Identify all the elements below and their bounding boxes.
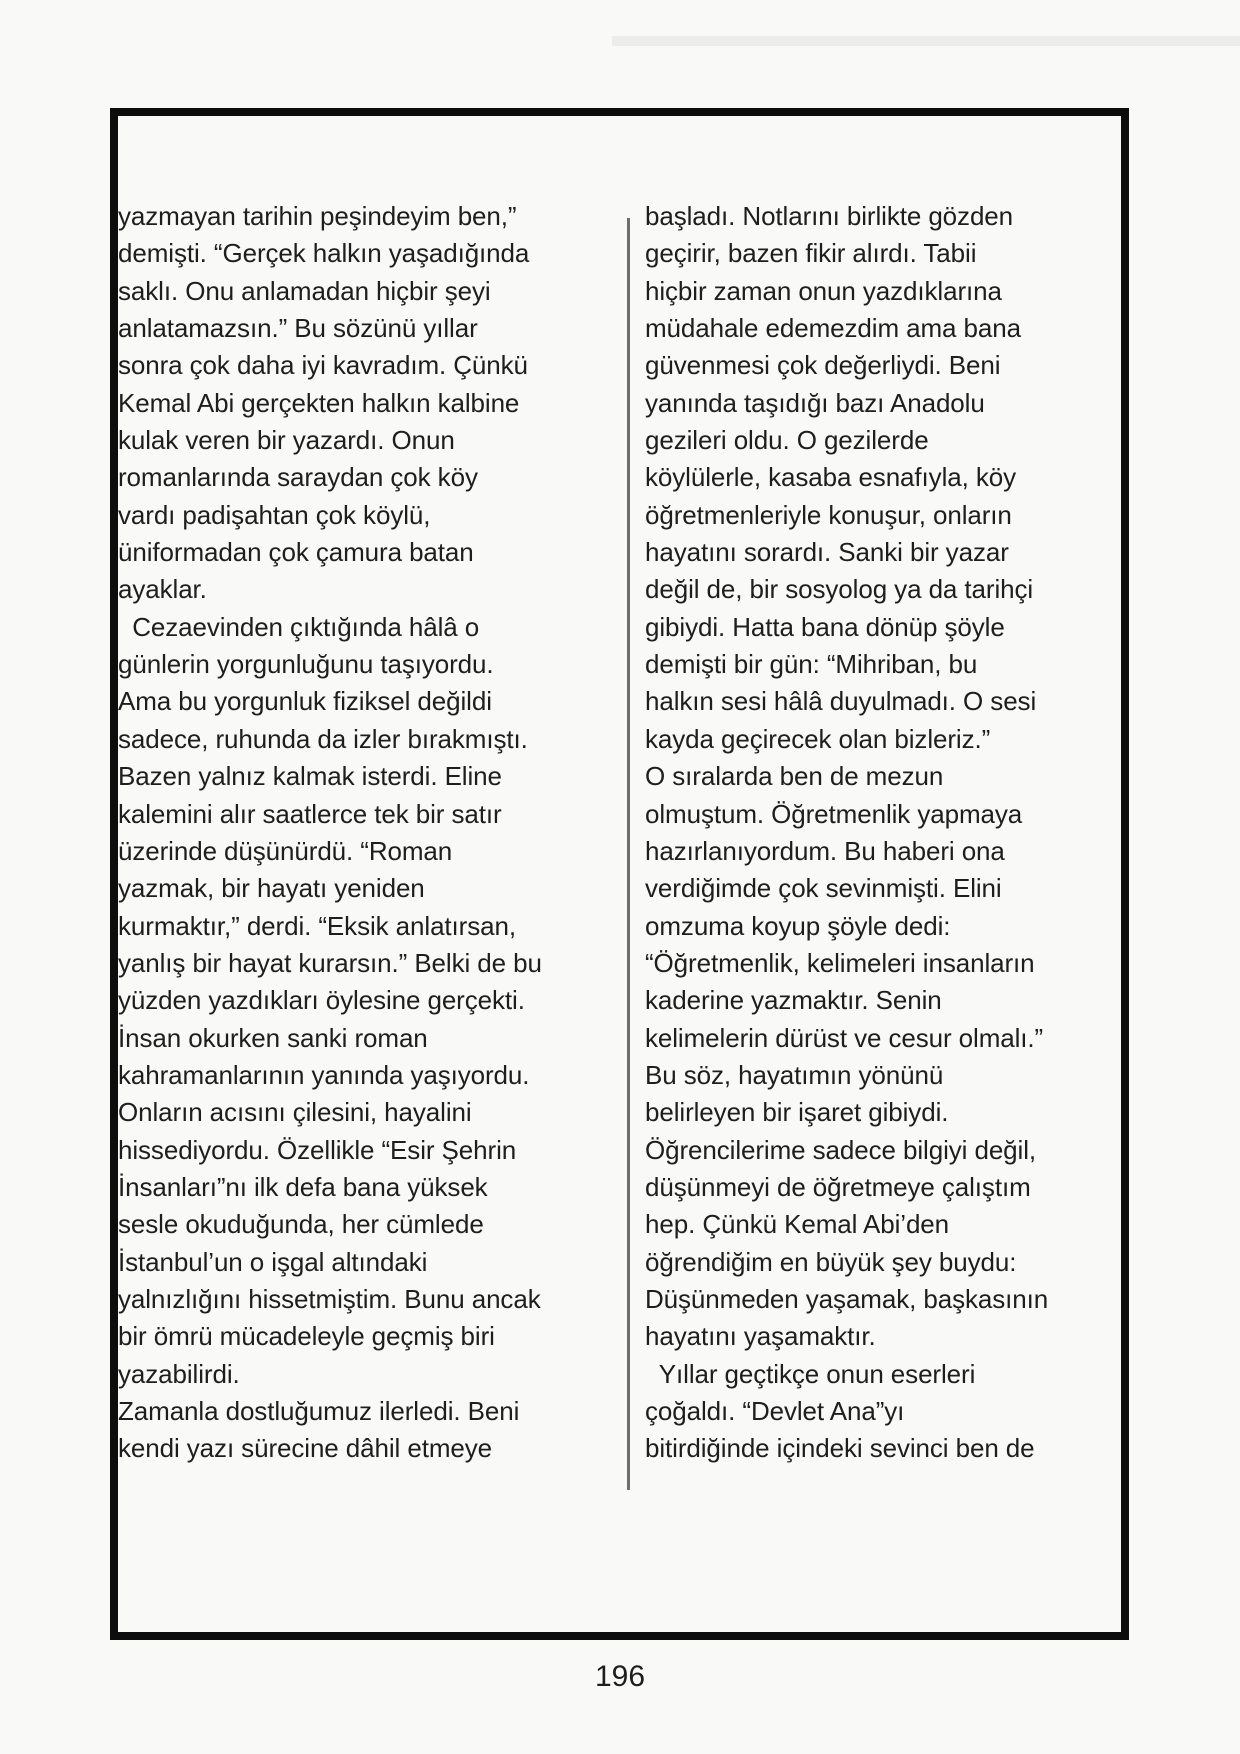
text-line: köylülerle, kasaba esnafıyla, köy [645, 462, 1017, 493]
text-line: üniformadan çok çamura batan [118, 537, 474, 568]
page-frame [110, 108, 1129, 1640]
text-line: gibiydi. Hatta bana dönüp şöyle [645, 611, 1005, 642]
text-line: geçirir, bazen fikir alırdı. Tabii [645, 238, 977, 269]
left-column [118, 198, 624, 1468]
text-line: olmuştum. Öğretmenlik yapmaya [645, 798, 1023, 829]
text-line: kalemini alır saatlerce tek bir satır [118, 798, 502, 829]
text-line: müdahale edemezdim ama bana [645, 313, 1021, 344]
text-line: ayaklar. [118, 574, 207, 605]
text-line: belirleyen bir işaret gibiydi. [645, 1097, 949, 1128]
text-line: hissediyordu. Özellikle “Esir Şehrin [118, 1134, 517, 1165]
text-line: Bu söz, hayatımın yönünü [645, 1059, 944, 1090]
text-line: değil de, bir sosyolog ya da tarihçi [645, 574, 1034, 605]
page-number: 196 [594, 1660, 646, 1693]
text-line: öğretmenleriyle konuşur, onların [645, 499, 1012, 530]
text-line: “Öğretmenlik, kelimeleri insanların [645, 947, 1035, 978]
text-line: demişti. “Gerçek halkın yaşadığında [118, 238, 530, 269]
scan-artifact [612, 36, 1240, 46]
text-line: kahramanlarının yanında yaşıyordu. [118, 1059, 530, 1090]
text-line: omzuma koyup şöyle dedi: [645, 910, 951, 941]
text-line: O sıralarda ben de mezun [645, 761, 944, 792]
text-line: Ama bu yorgunluk fiziksel değildi [118, 686, 492, 717]
text-line: anlatamazsın.” Bu sözünü yıllar [118, 313, 478, 344]
text-line: romanlarında saraydan çok köy [118, 462, 478, 493]
text-line: demişti bir gün: “Mihriban, bu [645, 649, 978, 680]
text-line: Düşünmeden yaşamak, başkasının [645, 1283, 1049, 1314]
text-line: öğrendiğim en büyük şey buydu: [645, 1246, 1017, 1277]
text-line: günlerin yorgunluğunu taşıyordu. [118, 649, 494, 680]
text-line: kulak veren bir yazardı. Onun [118, 425, 455, 456]
text-line: çoğaldı. “Devlet Ana”yı [645, 1396, 905, 1426]
text-line: yazmak, bir hayatı yeniden [118, 873, 425, 904]
text-line: yanlış bir hayat kurarsın.” Belki de bu [118, 947, 542, 978]
text-line: verdiğimde çok sevinmişti. Elini [645, 873, 1002, 904]
text-line: hazırlanıyordum. Bu haberi ona [645, 835, 1005, 866]
text-line: bir ömrü mücadeleyle geçmiş biri [118, 1321, 495, 1352]
text-line: yalnızlığını hissetmiştim. Bunu ancak [118, 1283, 541, 1314]
text-line: İnsan okurken sanki roman [118, 1022, 428, 1053]
text-line: Yıllar geçtikçe onun eserleri [645, 1358, 976, 1389]
text-line: hep. Çünkü Kemal Abi’den [645, 1209, 950, 1240]
text-line: halkın sesi hâlâ duyulmadı. O sesi [645, 686, 1037, 717]
text-line: üzerinde düşünürdü. “Roman [118, 835, 453, 866]
text-line: başladı. Notlarını birlikte gözden [645, 201, 1014, 231]
text-line: Kemal Abi gerçekten halkın kalbine [118, 387, 520, 418]
text-line: Cezaevinden çıktığında hâlâ o [118, 611, 480, 642]
text-line: sadece, ruhunda da izler bırakmıştı. [118, 723, 528, 754]
text-line: düşünmeyi de öğretmeye çalıştım [645, 1171, 1031, 1202]
text-line: vardı padişahtan çok köylü, [118, 499, 431, 530]
text-line: sesle okuduğunda, her cümlede [118, 1209, 484, 1240]
text-line: gezileri oldu. O gezilerde [645, 425, 929, 456]
two-column-text [118, 116, 1121, 1632]
text-line: saklı. Onu anlamadan hiçbir şeyi [118, 275, 491, 306]
text-line: kaderine yazmaktır. Senin [645, 985, 942, 1016]
text-line: yüzden yazdıkları öylesine gerçekti. [118, 985, 525, 1016]
text-line: kelimelerin dürüst ve cesur olmalı.” [645, 1022, 1044, 1053]
text-line: güvenmesi çok değerliydi. Beni [645, 350, 1001, 381]
text-line: Bazen yalnız kalmak isterdi. Eline [118, 761, 502, 792]
text-line: Zamanla dostluğumuz ilerledi. Beni [118, 1396, 520, 1426]
text-line: Onların acısını çilesini, hayalini [118, 1097, 472, 1128]
text-line: bitirdiğinde içindeki sevinci ben de [645, 1433, 1035, 1464]
text-line: Öğrencilerime sadece bilgiyi değil, [645, 1134, 1037, 1165]
text-line: yanında taşıdığı bazı Anadolu [645, 387, 985, 418]
column-divider [627, 218, 630, 1490]
text-line: kurmaktır,” derdi. “Eksik anlatırsan, [118, 910, 516, 941]
text-line: sonra çok daha iyi kavradım. Çünkü [118, 350, 528, 381]
text-line: İnsanları”nı ilk defa bana yüksek [118, 1171, 488, 1202]
text-line: kayda geçirecek olan bizleriz.” [645, 723, 991, 754]
text-line: hayatını yaşamaktır. [645, 1321, 876, 1352]
right-column [645, 198, 1123, 1468]
text-line: kendi yazı sürecine dâhil etmeye [118, 1433, 493, 1464]
text-line: yazmayan tarihin peşindeyim ben,” [118, 201, 517, 231]
text-line: hayatını sorardı. Sanki bir yazar [645, 537, 1009, 568]
text-line: İstanbul’un o işgal altındaki [118, 1246, 428, 1277]
text-line: hiçbir zaman onun yazdıklarına [645, 275, 1002, 306]
text-line: yazabilirdi. [118, 1358, 240, 1389]
